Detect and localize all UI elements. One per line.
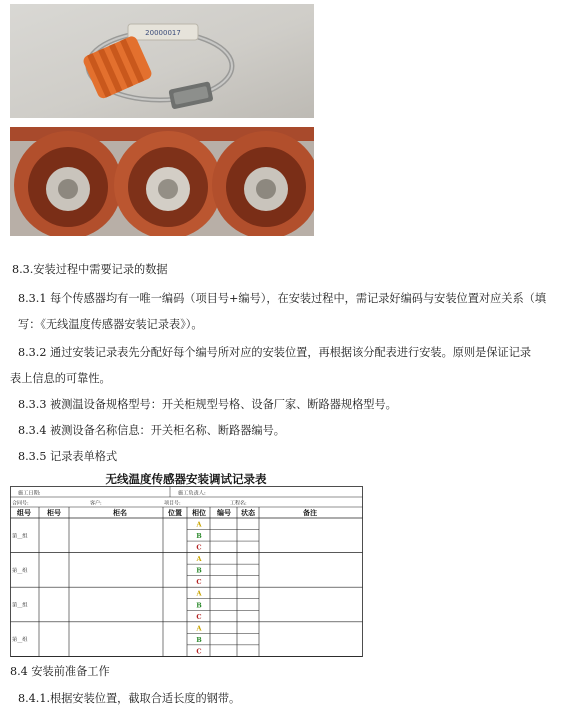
section-8-3-1-line2: 写：《无线温度传感器安装记录表》）。 — [18, 318, 203, 331]
meta-contract-no: 合同号: — [12, 500, 29, 507]
col-header-remarks: 备注 — [303, 508, 317, 517]
section-8-4-heading: 8.4 安装前准备工作 — [10, 665, 110, 678]
group-label: 第__组 — [12, 602, 28, 609]
installation-record-form — [10, 471, 363, 657]
col-header-position: 位置 — [168, 508, 182, 517]
phase-label-a: A — [196, 555, 202, 564]
section-8-3-5: 8.3.5 记录表单格式 — [18, 450, 118, 463]
meta-construction-date: 施工日期: — [18, 490, 41, 497]
form-title: 无线温度传感器安装调试记录表 — [105, 472, 267, 486]
group-label: 第__组 — [12, 637, 28, 644]
meta-construction-lead: 施工负责人: — [178, 490, 206, 497]
section-8-3-4: 8.3.4 被测设备名称信息：开关柜名称、断路器编号。 — [18, 424, 285, 437]
phase-label-c: C — [196, 578, 202, 587]
phase-label-c: C — [196, 612, 202, 621]
phase-label-c: C — [196, 543, 202, 552]
phase-label-a: A — [196, 624, 202, 633]
col-header-group: 组号 — [17, 508, 31, 517]
switchgear-contacts-illustration — [10, 127, 314, 236]
col-header-cabinet-no: 柜号 — [47, 508, 61, 517]
phase-label-b: B — [196, 566, 202, 575]
col-header-phase: 相位 — [192, 508, 206, 517]
phase-label-b: B — [196, 635, 202, 644]
phase-label-a: A — [196, 589, 202, 598]
section-8-3-2-line2: 表上信息的可靠性。 — [10, 372, 111, 385]
phase-label-c: C — [196, 647, 202, 656]
switchgear-contacts-photo — [10, 127, 314, 236]
meta-project-no: 项目号: — [164, 500, 181, 507]
section-8-3-1-line1: 8.3.1 每个传感器均有一唯一编码（项目号+编号），在安装过程中，需记录好编码与安装位置对应关系（填 — [18, 292, 547, 305]
col-header-code: 编号 — [217, 508, 231, 517]
group-label: 第__组 — [12, 533, 28, 540]
col-header-cabinet-name: 柜名 — [113, 508, 127, 517]
section-8-3-3: 8.3.3 被测温设备规格型号：开关柜规型号格、设备厂家、断路器规格型号。 — [18, 398, 397, 411]
section-8-3-heading: 8.3.安装过程中需要记录的数据 — [12, 263, 168, 276]
phase-label-b: B — [196, 532, 202, 541]
seal-number: 20000017 — [145, 29, 181, 37]
section-8-4-1: 8.4.1.根据安装位置，截取合适长度的钢带。 — [18, 692, 241, 705]
col-header-status: 状态 — [241, 508, 255, 517]
phase-label-a: A — [196, 520, 202, 529]
group-label: 第__组 — [12, 567, 28, 574]
sensor-seal-illustration — [10, 4, 314, 118]
section-8-3-2-line1: 8.3.2 通过安装记录表先分配好每个编号所对应的安装位置，再根据该分配表进行安装。原则是保证记录 — [18, 346, 532, 359]
sensor-seal-photo — [10, 4, 314, 118]
phase-label-b: B — [196, 601, 202, 610]
meta-engineer: 工程名: — [230, 500, 247, 507]
meta-customer: 客户: — [90, 500, 102, 507]
